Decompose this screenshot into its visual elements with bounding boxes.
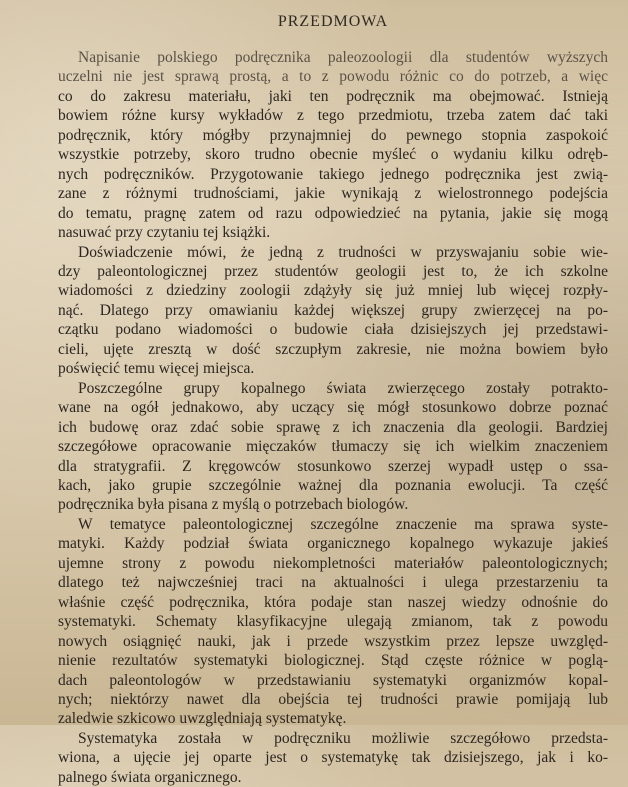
paragraph-4 [58, 515, 608, 729]
paragraph-1 [58, 48, 608, 243]
text-line: nych podręczników. Przygotowanie takiego jednego podręcznika jest zwią- [58, 165, 608, 183]
text-line: nąć. Dlatego przy omawianiu każdej większej grupy zwierzęcej na po- [58, 301, 608, 319]
text-line: bowiem różne kursy wykładów z tego przedmiotu, trzeba zatem dać taki [58, 107, 608, 125]
text-line: czątku podano wiadomości o budowie ciała dzisiejszych jej przedstawi- [58, 321, 608, 339]
text-line: wiona, a ujęcie jej oparte jest o systematykę tak dzisiejszego, jak i ko- [58, 749, 608, 767]
text-line: dach paleontologów w przedstawianiu systematyki organizmów kopal- [58, 671, 608, 689]
paragraph-2 [58, 243, 608, 379]
text-line: matyki. Każdy podział świata organicznego kopalnego wykazuje jakieś [58, 535, 608, 553]
text-line: Poszczególne grupy kopalnego świata zwierzęcego zostały potrakto- [78, 379, 608, 397]
text-line: W tematyce paleontologicznej szczególne znaczenie ma sprawa syste- [78, 515, 608, 533]
paragraph-3 [58, 379, 608, 515]
text-line: poświęcić temu więcej miejsca. [58, 360, 255, 378]
text-line: wszystkie potrzeby, skoro trudno obecnie myśleć o wydaniu kilku odręb- [58, 146, 608, 164]
text-line: dzy paleontologicznej przez studentów geologii jest to, że ich szkolne [58, 262, 608, 280]
text-line: wane na ogół jednakowo, aby uczący się mógł stosunkowo dobrze poznać [58, 399, 608, 417]
text-line: zaledwie szkicowo uwzględniają systematykę. [58, 710, 347, 728]
text-line: nasuwać przy czytaniu tej książki. [58, 224, 271, 242]
text-line: właśnie część podręcznika, która podaje stan naszej wiedzy odnośnie do [58, 593, 608, 611]
text-line: ujemne strony z powodu niekompletności materiałów paleontologicznych; [58, 554, 608, 572]
text-line: podręcznik, który mógłby przynajmniej do pewnego stopnia zaspokoić [58, 126, 608, 144]
text-line: ich budowę oraz zdać sobie sprawę z ich znaczenia dla geologii. Bardziej [58, 418, 608, 436]
text-line: szczegółowe opracowanie mięczaków tłumaczy się ich wielkim znaczeniem [58, 438, 608, 456]
text-line: nych; niektórzy nawet dla obejścia tej trudności prawie pomijają lub [58, 690, 608, 708]
text-line: nowych osiągnięć nauki, jak i przede wszystkim przez lepsze uwzględ- [58, 632, 608, 650]
text-line: do tematu, pragnę zatem od razu odpowiedzieć na pytania, jakie się mogą [58, 204, 608, 222]
text-line: Doświadczenie mówi, że jedną z trudności w przyswajaniu sobie wie- [78, 243, 608, 261]
text-line: palnego świata organicznego. [58, 768, 242, 786]
text-line: dla stratygrafii. Z kręgowców stosunkowo szerzej wypadł ustęp o ssa- [58, 457, 608, 475]
text-line: wiadomości z dziedziny zoologii zdążyły się już mniej lub więcej rozpły- [58, 282, 608, 300]
text-line: co do zakresu materiału, jaki ten podręcznik ma obejmować. Istnieją [58, 87, 608, 105]
text-line: dlatego też najwcześniej traci na aktualności i ulega przestarzeniu ta [58, 574, 608, 592]
text-line: nienie rezultatów systematyki biologicznej. Stąd częste różnice w poglą- [58, 652, 608, 670]
paragraph-5 [58, 729, 608, 787]
text-line: kach, jako grupie szczególnie ważnej dla poznania ewolucji. Ta część [58, 476, 608, 494]
text-line: podręcznika była pisana z myślą o potrzebach biologów. [58, 496, 409, 514]
text-line: zane z różnymi trudnościami, jakie wynikają z wielostronnego podejścia [58, 185, 608, 203]
text-line: Napisanie polskiego podręcznika paleozoologii dla studentów wyższych [78, 49, 608, 66]
text-line: systematyki. Schematy klasyfikacyjne ulegają zmianom, tak z powodu [58, 613, 608, 631]
text-line: uczelni nie jest sprawą prostą, a to z powodu różnic co do potrzeb, a więc [58, 68, 608, 86]
text-line: cieli, ujęte zresztą w dość szczupłym zakresie, nie można bowiem było [58, 340, 608, 358]
page-title: PRZEDMOWA [277, 13, 389, 30]
text-line: Systematyka została w podręczniku możliwie szczegółowo przedsta- [78, 729, 608, 747]
